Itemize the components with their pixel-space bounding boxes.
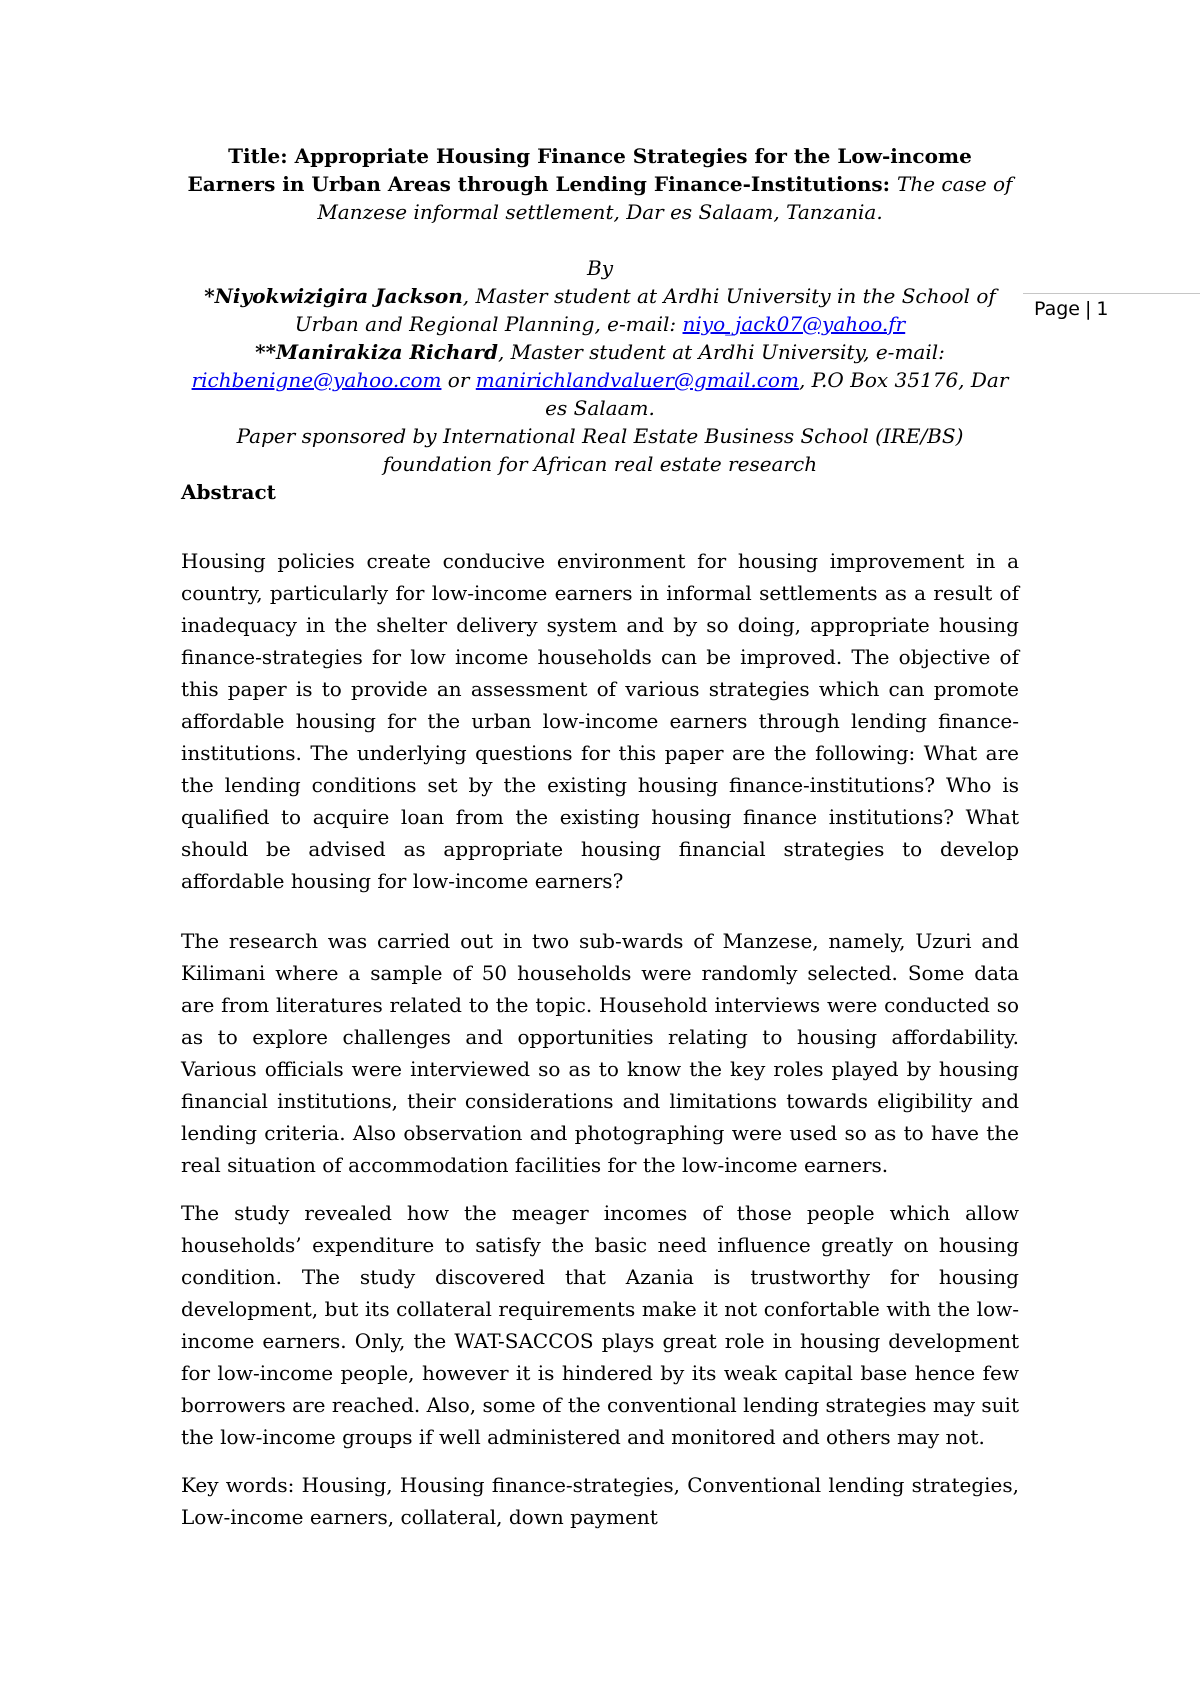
- author1-email-link[interactable]: niyo_jack07@yahoo.fr: [682, 312, 906, 336]
- document-body: [181, 142, 1019, 1533]
- sponsor-note: Paper sponsored by International Real Estate Business School (IRE/BS) foundation for African real estate research: [236, 424, 964, 476]
- author2-address: , P.O Box 35176, Dar es Salaam.: [545, 368, 1009, 420]
- author2-email-link-1[interactable]: richbenigne@yahoo.com: [191, 368, 442, 392]
- author2-name: **Manirakiza Richard: [255, 340, 498, 364]
- abstract-heading: Abstract: [181, 480, 276, 504]
- abstract-paragraph-2: The research was carried out in two sub-wards of Manzese, namely, Uzuri and Kilimani where a sample of 50 households were randomly selected. Some data are from literatures related to the topic. Household interviews were conducted so as to explore challenges and opportunities relating to housing affordability. Various officials were interviewed so as to know the key roles played by housing financial institutions, their considerations and limitations towards eligibility and lending criteria. Also observation and photographing were used so as to have the real situation of accommodation facilities for the low-income earners.: [181, 929, 1019, 1177]
- author2-desc: , Master student at Ardhi University, e-mail:: [497, 340, 945, 364]
- page-number-label: [1034, 298, 1109, 320]
- title-main: Appropriate Housing Finance Strategies for the Low-income Earners in Urban Areas through Lending Finance-Institutions:: [187, 144, 972, 196]
- or-word: or: [441, 368, 476, 392]
- page-word: Page: [1034, 298, 1080, 320]
- page-separator: |: [1085, 298, 1092, 320]
- title-case: The case of Manzese informal settlement, Dar es Salaam, Tanzania.: [317, 172, 1013, 224]
- byline: [181, 254, 1019, 478]
- author1-name: *Niyokwizigira Jackson: [204, 284, 463, 308]
- page-number: 1: [1096, 298, 1109, 320]
- abstract-paragraph-1: Housing policies create conducive environment for housing improvement in a country, particularly for low-income earners in informal settlements as a result of inadequacy in the shelter delivery system and by so doing, appropriate housing finance-strategies for low income households can be improved. The objective of this paper is to provide an assessment of various strategies which can promote affordable housing for the urban low-income earners through lending finance-institutions. The underlying questions for this paper are the following: What are the lending conditions set by the existing housing finance-institutions? Who is qualified to acquire loan from the existing housing finance institutions? What should be advised as appropriate housing financial strategies to develop affordable housing for low-income earners?: [181, 549, 1019, 893]
- author2-line: [181, 338, 1019, 422]
- author2-email-link-2[interactable]: manirichlandvaluer@gmail.com: [475, 368, 799, 392]
- abstract-paragraph-3: The study revealed how the meager incomes of those people which allow households’ expenditure to satisfy the basic need influence greatly on housing condition. The study discovered that Azania is trustworthy for housing development, but its collateral requirements make it not confortable with the low-income earners. Only, the WAT-SACCOS plays great role in housing development for low-income people, however it is hindered by its weak capital base hence few borrowers are reached. Also, some of the conventional lending strategies may suit the low-income groups if well administered and monitored and others may not.: [181, 1201, 1019, 1449]
- author1-line: [181, 282, 1019, 338]
- title-label: Title:: [228, 144, 288, 168]
- author1-desc: , Master student at Ardhi University in the School of Urban and Regional Planning, e-mail:: [294, 284, 996, 336]
- paper-title: [181, 142, 1019, 226]
- by-word: By: [587, 256, 613, 280]
- keywords-paragraph: Key words: Housing, Housing finance-strategies, Conventional lending strategies, Low-income earners, collateral, down payment: [181, 1473, 1019, 1529]
- header-rule: [1023, 293, 1200, 294]
